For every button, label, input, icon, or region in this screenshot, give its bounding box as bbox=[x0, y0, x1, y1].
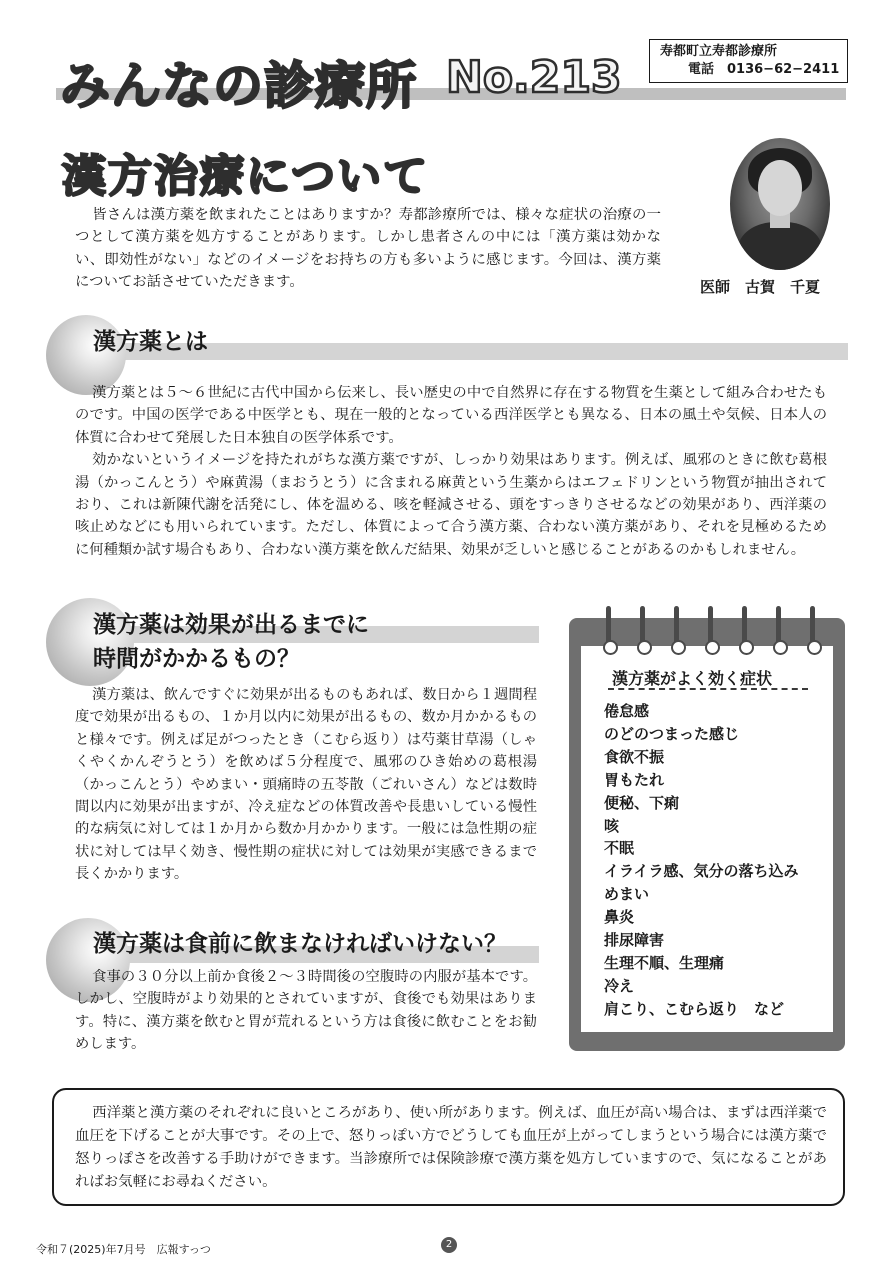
footer-issue-date: 令和７(2025)年7月号 広報すっつ bbox=[36, 1243, 211, 1256]
list-item: のどのつまった感じ bbox=[604, 724, 740, 743]
section-heading: 漢方薬とは bbox=[93, 329, 208, 355]
section-body bbox=[75, 684, 537, 886]
section-body bbox=[75, 966, 537, 1056]
binder-ring-icon bbox=[674, 606, 679, 650]
section-heading-line1: 漢方薬は効果が出るまでに bbox=[93, 612, 369, 638]
symptom-list bbox=[604, 700, 824, 1021]
clinic-phone: 電話 0136−62−2411 bbox=[688, 62, 840, 77]
issue-number: No.213 bbox=[446, 52, 622, 103]
clinic-name: 寿都町立寿都診療所 bbox=[660, 44, 778, 59]
list-item: イライラ感、気分の落ち込み bbox=[604, 862, 799, 881]
author-name: 医師 古賀 千夏 bbox=[700, 278, 821, 296]
list-item: 咳 bbox=[604, 816, 620, 835]
section-body bbox=[75, 382, 827, 561]
list-item: 生理不順、生理痛 bbox=[604, 953, 725, 972]
list-item: 便秘、下痢 bbox=[604, 793, 680, 812]
list-item: 食欲不振 bbox=[604, 747, 665, 766]
list-item: 倦怠感 bbox=[604, 702, 650, 720]
article-title: 漢方治療について bbox=[62, 151, 430, 202]
list-item: 肩こり、こむら返り など bbox=[604, 999, 785, 1018]
paragraph: 食事の３０分以上前か食後２～３時間後の空腹時の内服が基本です。しかし、空腹時がより効果的とされていますが、食後でも効果はあります。特に、漢方薬を飲むと胃が荒れるという方は食後に飲むことをお勧めします。 bbox=[75, 969, 537, 1053]
section-heading-line2: 時間がかかるもの？ bbox=[93, 646, 300, 672]
list-item: 鼻炎 bbox=[604, 908, 635, 927]
binder-ring-icon bbox=[776, 606, 781, 650]
paragraph: 漢方薬とは５～６世紀に古代中国から伝来し、長い歴史の中で自然界に存在する物質を生薬として組み合わせたものです。中国の医学である中医学とも、現在一般的となっている西洋医学とも異なる、日本の風土や気候、日本人の体質に合わせて発展した日本独自の医学体系です。 bbox=[75, 385, 827, 446]
summary-text: 西洋薬と漢方薬のそれぞれに良いところがあり、使い所があります。例えば、血圧が高い場合は、まずは西洋薬で血圧を下げることが大事です。その上で、怒りっぽい方でどうしても血圧が上がってしまうという場合には漢方薬で怒りっぽさを改善する手助けができます。当診療所では保険診療で漢方薬を処方していますので、気になることがあればお気軽にお尋ねください。 bbox=[75, 1105, 827, 1190]
paragraph: 効かないというイメージを持たれがちな漢方薬ですが、しっかり効果はあります。例えば、風邪のときに飲む葛根湯（かっこんとう）や麻黄湯（まおうとう）に含まれる麻黄という生薬からはエフェドリンという物質が抽出されており、これは新陳代謝を活発にし、体を温める、咳を軽減させる、頭をすっきりさせるなどの効果があり、西洋薬の咳止めなどにも用いられています。ただし、体質によって合う漢方薬、合わない漢方薬があり、それを見極めるために何種類か試す場合もあり、合わない漢方薬を飲んだ結果、効果が乏しいと感じることがあるのかもしれません。 bbox=[75, 452, 827, 558]
section-heading: 漢方薬は食前に飲まなければいけない？ bbox=[93, 931, 507, 957]
list-item: 不眠 bbox=[604, 839, 635, 858]
paragraph: 漢方薬は、飲んですぐに効果が出るものもあれば、数日から１週間程度で効果が出るもの、１か月以内に効果が出るもの、数か月かかるものと様々です。例えば足がつったとき（こむら返り）は芍薬甘草湯（しゃくやくかんぞうとう）を飲めば５分程度で、風邪のひき始めの葛根湯（かっこんとう）やめまい・頭痛時の五苓散（ごれいさん）などは数時間以内に効果が出ますが、冷え症などの体質改善や長患いしている慢性的な病気に対しては１か月から数か月かかります。一般には急性期の症状に対しては早く効き、慢性期の症状に対しては効果が実感できるまで長くかかります。 bbox=[75, 687, 537, 883]
symptom-card-title: 漢方薬がよく効く症状 bbox=[612, 669, 773, 688]
symptom-card-underline bbox=[608, 688, 808, 690]
binder-ring-icon bbox=[708, 606, 713, 650]
doctor-photo bbox=[730, 138, 830, 270]
binder-ring-icon bbox=[606, 606, 611, 650]
series-title: みんなの診療所 bbox=[60, 57, 417, 115]
list-item: 冷え bbox=[604, 976, 635, 995]
binder-ring-icon bbox=[742, 606, 747, 650]
binder-ring-icon bbox=[640, 606, 645, 650]
intro-paragraph: 皆さんは漢方薬を飲まれたことはありますか？寿都診療所では、様々な症状の治療の一つとして漢方薬を処方することがあります。しかし患者さんの中には「漢方薬は効かない、即効性がない」などのイメージをお持ちの方も多いように感じます。今回は、漢方薬についてお話させていただきます。 bbox=[75, 207, 661, 290]
binder-ring-icon bbox=[810, 606, 815, 650]
list-item: 排尿障害 bbox=[604, 931, 665, 950]
list-item: 胃もたれ bbox=[604, 770, 665, 789]
list-item: めまい bbox=[604, 885, 650, 904]
page-number: 2 bbox=[441, 1237, 457, 1253]
clinic-contact-box bbox=[649, 39, 848, 83]
